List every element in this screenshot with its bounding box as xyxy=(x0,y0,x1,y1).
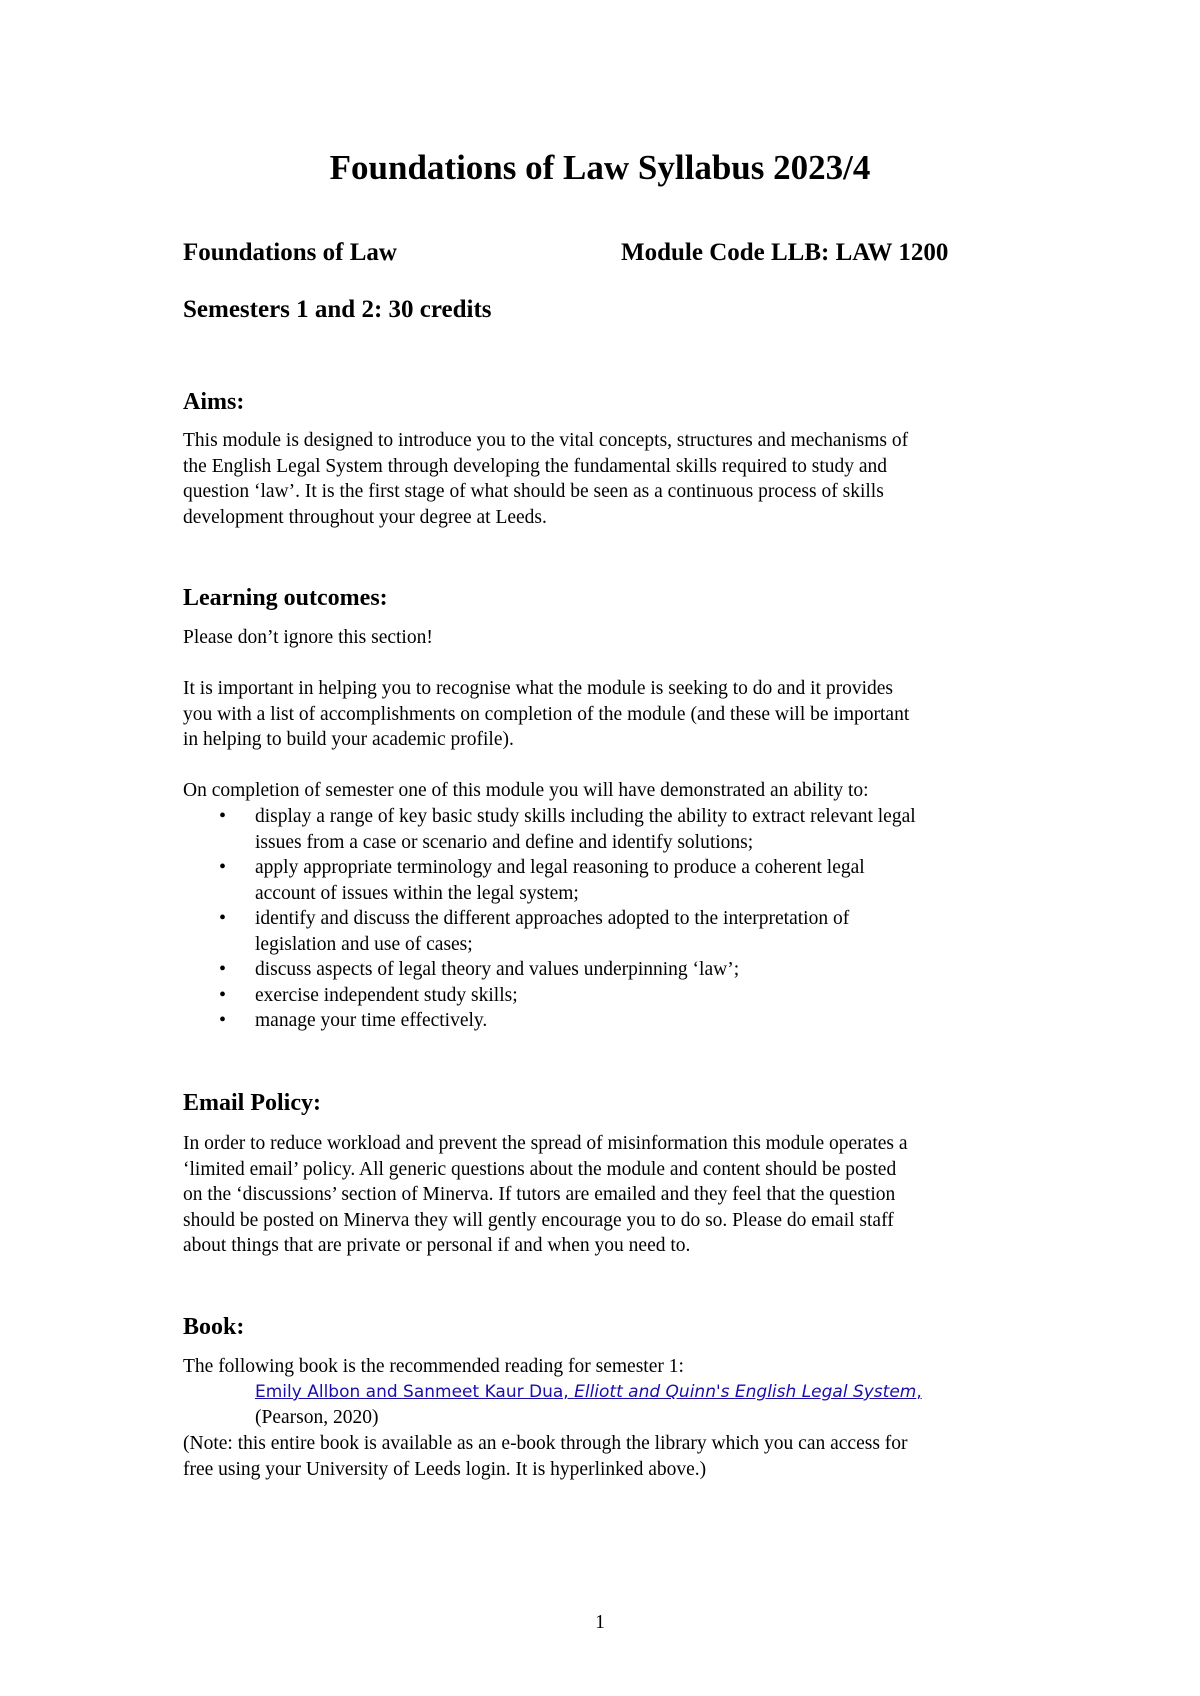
book-intro: The following book is the recommended reading for semester 1: xyxy=(183,1356,684,1377)
aims-line: This module is designed to introduce you to the vital concepts, structures and mechanisms of xyxy=(183,430,909,451)
aims-paragraph xyxy=(183,428,1043,530)
list-item xyxy=(183,957,1043,983)
list-item xyxy=(183,804,1043,855)
book-link-title: Elliott and Quinn's English Legal System xyxy=(574,1382,917,1402)
list-item xyxy=(183,983,1043,1009)
intro-line: It is important in helping you to recognise what the module is seeking to do and it provides xyxy=(183,678,894,699)
book-link-comma: , xyxy=(916,1382,922,1402)
aims-line: question ‘law’. It is the first stage of what should be seen as a continuous process of skills xyxy=(183,481,884,502)
intro-line: you with a list of accomplishments on completion of the module (and these will be important xyxy=(183,703,910,725)
aims-line: the English Legal System through developing the fundamental skills required to study and xyxy=(183,455,888,477)
intro-line: in helping to build your academic profile). xyxy=(183,729,514,750)
bullet-icon: • xyxy=(219,958,227,980)
list-item-line: discuss aspects of legal theory and values underpinning ‘law’; xyxy=(255,959,740,980)
list-item-line: issues from a case or scenario and define and identify solutions; xyxy=(255,831,754,853)
list-item xyxy=(183,855,1043,906)
book-publisher: (Pearson, 2020) xyxy=(255,1407,379,1428)
email-policy-paragraph xyxy=(183,1131,1043,1259)
email-policy-line: on the ‘discussions’ section of Minerva. If tutors are emailed and they feel that the question xyxy=(183,1184,896,1205)
page-title: Foundations of Law Syllabus 2023/4 xyxy=(329,148,871,187)
module-name: Foundations of Law xyxy=(183,239,397,266)
list-item-line: legislation and use of cases; xyxy=(255,933,473,955)
book-link-authors: Emily Allbon and Sanmeet Kaur Dua, xyxy=(255,1382,575,1402)
learning-outcomes-list xyxy=(183,804,1043,1034)
book-link-line xyxy=(255,1379,1055,1406)
bullet-icon: • xyxy=(219,1009,227,1031)
email-policy-line: about things that are private or personal if and when you need to. xyxy=(183,1235,691,1256)
list-item-line: account of issues within the legal system; xyxy=(255,882,579,904)
list-item-line: manage your time effectively. xyxy=(255,1010,488,1031)
email-policy-line: ‘limited email’ policy. All generic questions about the module and content should be posted xyxy=(183,1158,897,1180)
email-policy-heading: Email Policy: xyxy=(183,1090,321,1116)
module-code: Module Code LLB: LAW 1200 xyxy=(621,239,949,266)
list-item-line: exercise independent study skills; xyxy=(255,984,518,1006)
list-item-line: identify and discuss the different approaches adopted to the interpretation of xyxy=(255,908,850,929)
page-number: 1 xyxy=(595,1612,605,1633)
learning-outcomes-lead: On completion of semester one of this module you will have demonstrated an ability to: xyxy=(183,780,869,801)
book-heading: Book: xyxy=(183,1314,245,1340)
bullet-icon: • xyxy=(219,856,227,878)
list-item xyxy=(183,906,1043,957)
module-semesters: Semesters 1 and 2: 30 credits xyxy=(183,296,492,323)
book-note-line: free using your University of Leeds login. It is hyperlinked above.) xyxy=(183,1458,707,1480)
aims-line: development throughout your degree at Leeds. xyxy=(183,506,547,528)
book-note-line: (Note: this entire book is available as an e-book through the library which you can access for xyxy=(183,1433,908,1454)
email-policy-line: In order to reduce workload and prevent the spread of misinformation this module operates a xyxy=(183,1133,908,1154)
list-item-line: apply appropriate terminology and legal reasoning to produce a coherent legal xyxy=(255,857,865,878)
aims-heading: Aims: xyxy=(183,389,245,415)
learning-outcomes-intro xyxy=(183,676,1043,753)
list-item-line: display a range of key basic study skills including the ability to extract relevant legal xyxy=(255,806,916,827)
bullet-icon: • xyxy=(219,983,227,1006)
learning-outcomes-heading: Learning outcomes: xyxy=(183,585,388,611)
learning-outcomes-note: Please don’t ignore this section! xyxy=(183,627,433,648)
book-link[interactable] xyxy=(255,1382,922,1402)
list-item xyxy=(183,1008,1043,1034)
bullet-icon: • xyxy=(219,805,227,827)
book-note xyxy=(183,1431,1043,1482)
bullet-icon: • xyxy=(219,907,227,929)
email-policy-line: should be posted on Minerva they will gently encourage you to do so. Please do email staff xyxy=(183,1209,894,1231)
